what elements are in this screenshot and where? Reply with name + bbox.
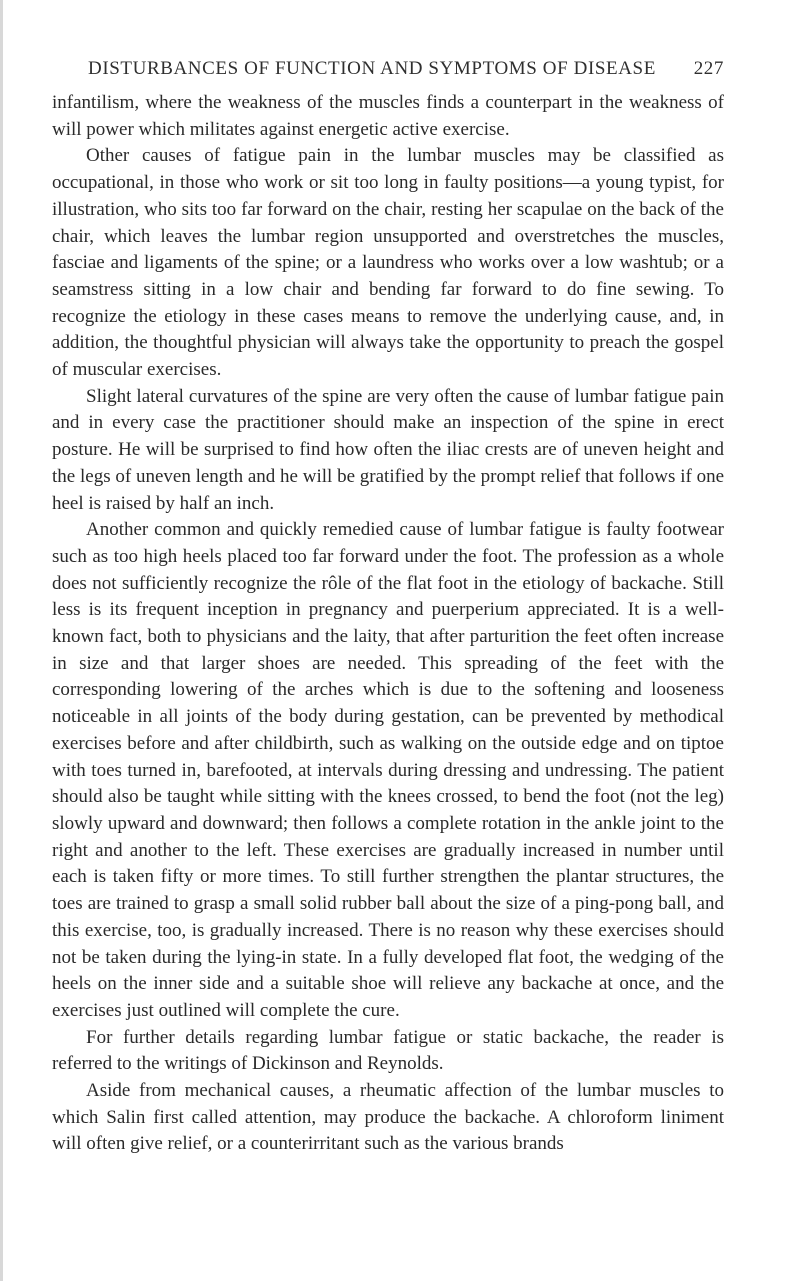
body-text xyxy=(52,90,724,1158)
running-head xyxy=(88,58,724,84)
paragraph-faulty-footwear: Another common and quickly remedied cause of lumbar fatigue is faulty footwear such as too high heels placed too far forward under the foot. The profession as a whole does not sufficiently recognize the rôle of the flat foot in the etiology of backache. Still less is its frequent inception in pregnancy and puerperium appreciated. It is a well-known fact, both to physicians and the laity, that after parturition the feet often increase in size and that larger shoes are needed. This spreading of the feet with the corresponding lowering of the arches which is due to the softening and looseness noticeable in all joints of the body during gestation, can be prevented by methodical exercises before and after childbirth, such as walking on the outside edge and on tiptoe with toes turned in, barefooted, at intervals during dressing and undressing. The patient should also be taught while sitting with the knees crossed, to bend the foot (not the leg) slowly upward and downward; then follows a complete rotation in the ankle joint to the right and another to the left. These exercises are gradually increased in number until each is taken fifty or more times. To still further strengthen the plantar structures, the toes are trained to grasp a small solid rubber ball about the size of a ping-pong ball, and this exercise, too, is gradually increased. There is no reason why these exercises should not be taken during the lying-in state. In a fully developed flat foot, the wedging of the heels on the inner side and a suitable shoe will relieve any backache at once, and the exercises just outlined will complete the cure. xyxy=(52,519,724,1021)
paragraph-further-details: For further details regarding lumbar fatigue or static backache, the reader is referred to the writings of Dickinson and Reynolds. xyxy=(52,1026,724,1075)
page-number: 227 xyxy=(693,58,724,79)
paragraph-infantilism: infantilism, where the weakness of the muscles finds a counterpart in the weakness of will power which militates against energetic active exercise. xyxy=(52,92,724,140)
paragraph-occupational-causes: Other causes of fatigue pain in the lumbar muscles may be classified as occupational, in those who work or sit too long in faulty positions—a young typist, for illustration, who sits too far forward on the chair, resting her scapulae on the back of the chair, which leaves the lumbar region unsupported and overstretches the muscles, fasciae and ligaments of the spine; or a laundress who works over a low washtub; or a seamstress sitting in a low chair and bending far forward to do fine sewing. To recognize the etiology in these cases means to remove the underlying cause, and, in addition, the thoughtful physician will always take the opportunity to preach the gospel of muscular exercises. xyxy=(52,145,724,381)
running-head-title: DISTURBANCES OF FUNCTION AND SYMPTOMS OF DISEASE xyxy=(88,58,656,79)
paragraph-lateral-curvatures: Slight lateral curvatures of the spine are very often the cause of lumbar fatigue pain and in every case the practitioner should make an inspection of the spine in erect posture. He will be surprised to find how often the iliac crests are of uneven height and the legs of uneven length and he will be gratified by the prompt relief that follows if one heel is raised by half an inch. xyxy=(52,385,724,514)
paragraph-rheumatic-affection: Aside from mechanical causes, a rheumatic affection of the lumbar muscles to which Salin first called attention, may produce the backache. A chloroform liniment will often give relief, or a counterirritant such as the various brands xyxy=(52,1080,724,1155)
